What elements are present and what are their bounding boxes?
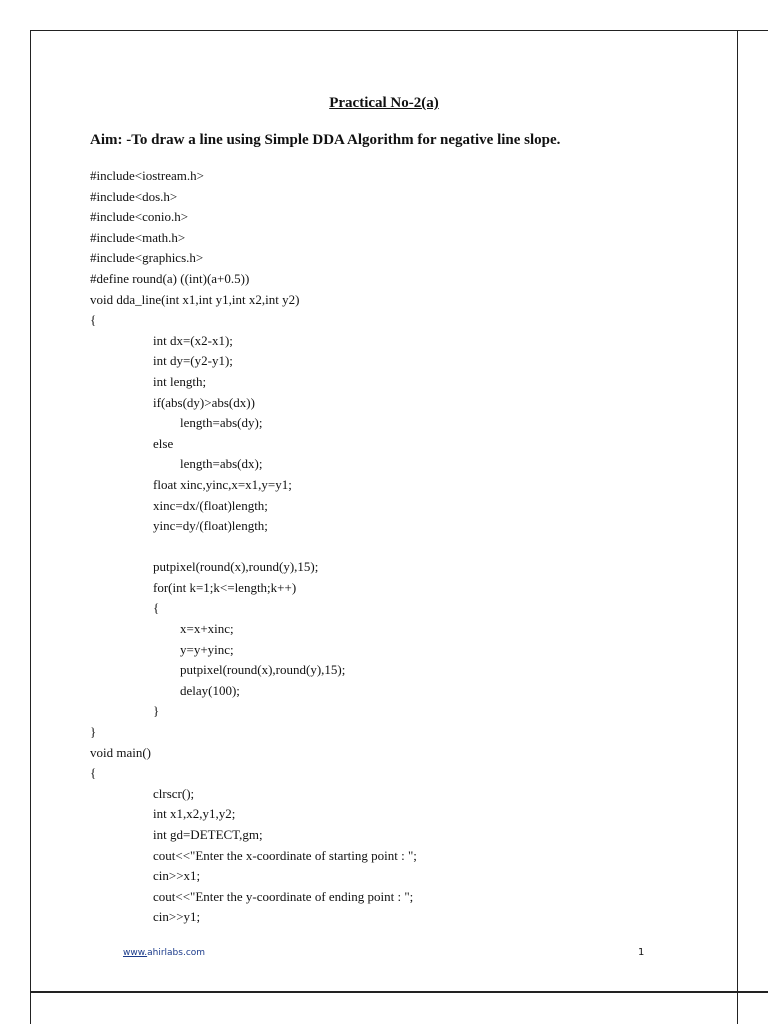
code-line: #include<dos.h> [90,188,178,204]
code-line: cin>>y1; [153,909,201,925]
aim-heading: Aim: -To draw a line using Simple DDA Algorithm for negative line slope. [90,132,561,148]
code-line: cin>>x1; [153,868,201,884]
code-line: { [90,765,97,781]
code-line: cout<<"Enter the y-coordinate of ending point : "; [153,888,414,904]
code-line: #include<conio.h> [90,209,189,225]
code-line: else [153,435,174,451]
page-border-top [30,30,768,31]
page-border-right [737,30,738,1024]
page-number: 1 [638,947,645,958]
code-line: length=abs(dx); [180,456,263,472]
code-line: int length; [153,373,207,389]
next-page-border-left [30,991,31,1024]
code-line: putpixel(round(x),round(y),15); [153,559,319,575]
code-line [90,537,730,558]
code-line: } [90,724,97,740]
code-line: xinc=dx/(float)length; [153,497,268,513]
code-line: #include<iostream.h> [90,168,204,183]
code-line: length=abs(dy); [180,415,263,431]
code-line: cout<<"Enter the x-coordinate of starting point : "; [153,847,417,863]
page-border-left [30,30,31,992]
code-line: void main() [90,744,152,760]
code-line: #include<math.h> [90,229,186,245]
code-line: int dx=(x2-x1); [153,332,233,348]
code-line: yinc=dy/(float)length; [153,518,268,534]
code-line: delay(100); [180,682,240,698]
code-line: y=y+yinc; [180,641,234,657]
footer-link-prefix: www. [123,948,148,958]
code-line: putpixel(round(x),round(y),15); [180,662,346,678]
code-line: { [90,312,97,328]
code-line: int x1,x2,y1,y2; [153,806,236,822]
code-line: #define round(a) ((int)(a+0.5)) [90,270,250,286]
code-line: #include<graphics.h> [90,250,204,266]
code-line: if(abs(dy)>abs(dx)) [153,394,255,410]
code-line: int gd=DETECT,gm; [153,827,263,842]
footer-website-link[interactable] [123,948,205,958]
practical-title: Practical No-2(a) [329,95,439,111]
code-line: int dy=(y2-y1); [153,353,233,369]
code-line: x=x+xinc; [180,621,234,637]
code-line: } [153,703,160,719]
code-line: float xinc,yinc,x=x1,y=y1; [153,476,292,492]
footer-link-domain: ahirlabs.com [147,948,206,958]
code-block [90,166,730,928]
code-line: for(int k=1;k<=length;k++) [153,579,297,595]
code-line: void dda_line(int x1,int y1,int x2,int y2) [90,291,300,307]
code-line: clrscr(); [153,785,195,801]
code-line: { [153,600,160,616]
page-border-bottom [30,991,768,993]
